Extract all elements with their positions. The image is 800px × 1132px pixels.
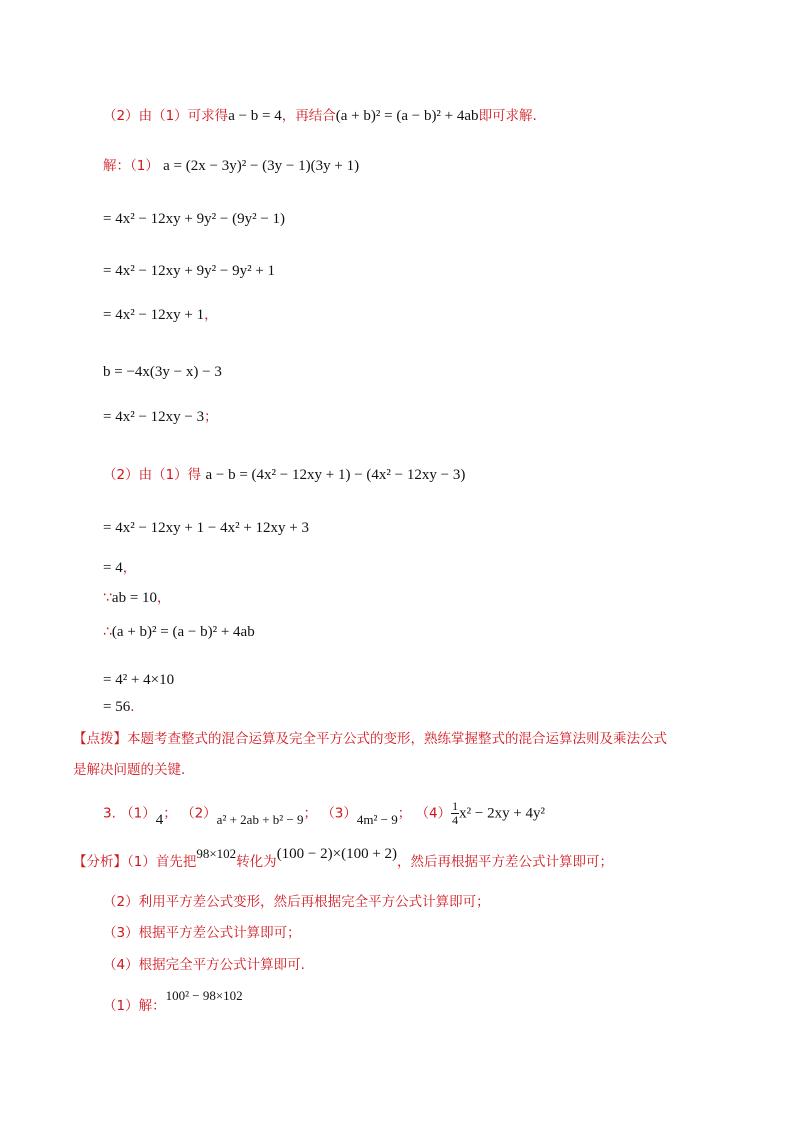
expr-b-def: b = −4x(3y − x) − 3 — [103, 364, 222, 380]
solution-line-1 — [103, 156, 359, 176]
part2-result-56: = 56 — [103, 699, 131, 715]
part2-eq: a − b = (4x² − 12xy + 1) − (4x² − 12xy − 3) — [205, 467, 466, 483]
expr-b-step — [103, 407, 218, 427]
q3-sep-3: ； — [397, 805, 412, 822]
q3-answer-4-fraction — [451, 800, 459, 827]
hint-eq1: a − b = 4 — [228, 108, 282, 124]
q3-sep-2: ； — [303, 805, 318, 822]
period: . — [130, 699, 135, 715]
therefore-eq: (a + b)² = (a − b)² + 4ab — [111, 624, 255, 640]
because-symbol: ∵ — [103, 590, 112, 606]
part2-line-1 — [103, 465, 465, 485]
fraction-numerator: 1 — [452, 799, 459, 813]
q3-label-2: （2） — [181, 805, 217, 822]
comma-3: ， — [157, 590, 171, 606]
therefore-line — [103, 622, 255, 642]
expr-a-def: a = (2x − 3y)² − (3y − 1)(3y + 1) — [163, 158, 360, 174]
analysis-line — [73, 846, 614, 872]
hint-mid: ，再结合 — [281, 108, 336, 124]
analysis-suffix: ，然后再根据平方差公式计算即可； — [397, 854, 614, 870]
part2-hint — [103, 106, 537, 126]
expr-a-step-1: = 4x² − 12xy + 9y² − (9y² − 1) — [103, 211, 286, 227]
q3-answer-1: 4 — [155, 811, 164, 828]
expr-a-step-2: = 4x² − 12xy + 9y² − 9y² + 1 — [103, 263, 276, 279]
comma-2: ， — [122, 560, 137, 576]
q3-sep-1: ； — [163, 805, 177, 822]
part2-line-6: = 4² + 4×10 — [103, 672, 175, 688]
q3-number: 3. — [103, 805, 116, 822]
comma: ， — [204, 307, 218, 323]
q3-answer-3: 4m² − 9 — [356, 811, 398, 827]
q3-answers — [103, 800, 545, 827]
expr-b-result: = 4x² − 12xy − 3 — [103, 409, 205, 425]
therefore-symbol: ∴ — [103, 624, 112, 640]
because-line — [103, 588, 171, 608]
final-line — [103, 988, 243, 1014]
q3-label-1: （1） — [120, 805, 156, 822]
hint-suffix: 即可求解. — [478, 108, 537, 124]
analysis-step-2: （2）利用平方差公式变形，然后再根据完全平方公式计算即可； — [103, 894, 490, 910]
analysis-prefix: 【分析】（1）首先把 — [73, 854, 197, 870]
part2-result-4: = 4 — [103, 560, 123, 576]
part2-line-3 — [103, 558, 136, 578]
q3-answer-2: a² + 2ab + b² − 9 — [216, 811, 304, 827]
q3-answer-4-rest: x² − 2xy + 4y² — [459, 805, 546, 822]
hint-prefix: （2）由（1）可求得 — [103, 108, 229, 124]
because-eq: ab = 10 — [111, 590, 158, 606]
analysis-step-4: （4）根据完全平方公式计算即可. — [103, 957, 305, 973]
q3-label-3: （3） — [321, 805, 357, 822]
expr-a-step-3 — [103, 305, 218, 325]
tip-line-1: 【点拨】本题考查整式的混合运算及完全平方公式的变形，熟练掌握整式的混合运算法则及乘法公式 — [73, 731, 667, 747]
analysis-expr-2: (100 − 2)×(100 + 2) — [276, 846, 398, 862]
q3-label-4: （4） — [415, 805, 452, 822]
analysis-expr-1: 98×102 — [196, 846, 237, 861]
part2-line-2: = 4x² − 12xy + 1 − 4x² + 12xy + 3 — [103, 520, 310, 536]
fraction-denominator: 4 — [452, 813, 459, 827]
part2-label: （2）由（1）得 — [103, 467, 202, 483]
semicolon: ； — [204, 409, 218, 425]
hint-eq2: (a + b)² = (a − b)² + 4ab — [335, 108, 479, 124]
analysis-step-3: （3）根据平方差公式计算即可； — [103, 925, 301, 941]
part2-line-7 — [103, 697, 135, 717]
final-expr: 100² − 98×102 — [165, 988, 243, 1003]
expr-a-result: = 4x² − 12xy + 1 — [103, 307, 205, 323]
final-label: （1）解： — [103, 998, 166, 1014]
analysis-mid: 转化为 — [236, 854, 277, 870]
tip-line-2: 是解决问题的关键. — [73, 762, 186, 778]
solution-label: 解：（1） — [103, 158, 159, 174]
